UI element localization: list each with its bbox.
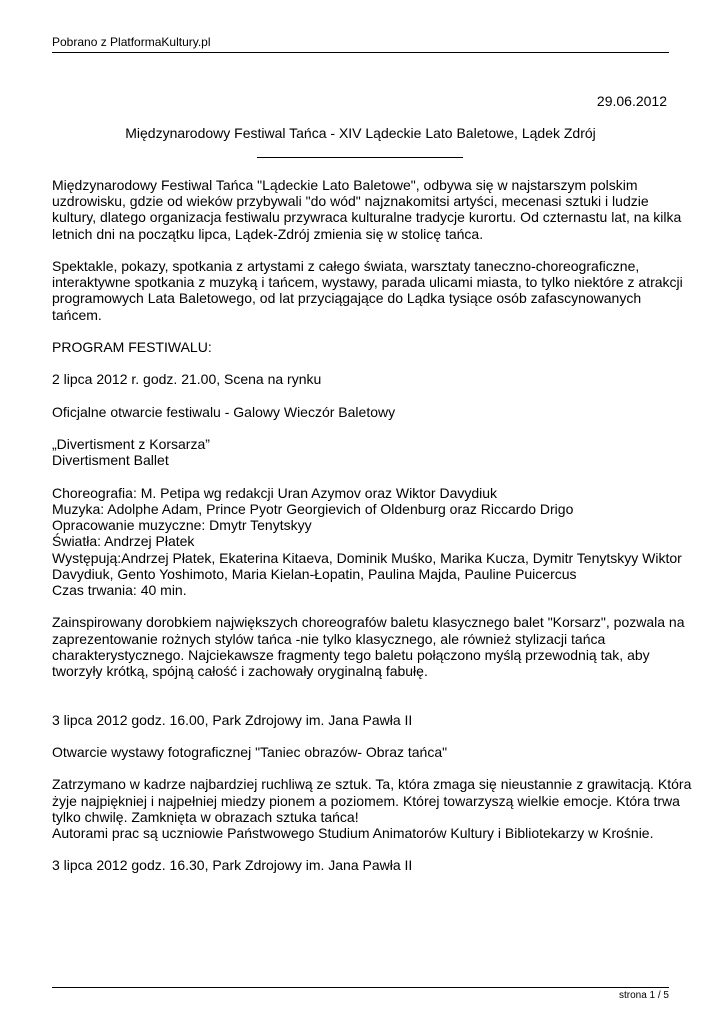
paragraph xyxy=(52,339,672,355)
paragraph xyxy=(52,404,672,420)
paragraph-line: charakterystycznego. Najciekawsze fragmenty tego baletu połączono myślą przewodnią tak, aby xyxy=(52,646,650,663)
header-divider xyxy=(52,52,669,53)
paragraph-line: Otwarcie wystawy fotograficznej "Taniec obrazów- Obraz tańca" xyxy=(52,743,448,760)
paragraph-line: Divertisment Ballet xyxy=(52,452,169,469)
document-body xyxy=(52,177,692,890)
paragraph-line: uzdrowisku, gdzie od wieków przybywali "do wód" najznakomitsi artyści, mecenasi sztuki i ludzie xyxy=(52,193,649,210)
paragraph-line: zaprezentowanie rożnych stylów tańca -nie tylko klasycznego, ale również stylizacji tańca xyxy=(52,630,606,647)
paragraph-line: tylko chwilę. Zamknięta w obrazach sztuka tańca! xyxy=(52,808,359,825)
paragraph xyxy=(52,436,672,468)
paragraph-line: 3 lipca 2012 godz. 16.30, Park Zdrojowy im. Jana Pawła II xyxy=(52,857,413,874)
paragraph-line: programowych Lata Baletowego, od lat przyciągające do Lądka tysiące osób zafascynowanych xyxy=(52,290,642,307)
page-number: strona 1 / 5 xyxy=(618,990,669,1001)
paragraph xyxy=(52,857,672,873)
paragraph-line: 2 lipca 2012 r. godz. 21.00, Scena na rynku xyxy=(52,371,322,388)
paragraph-line: Spektakle, pokazy, spotkania z artystami z całego świata, warsztaty taneczno-choreograficzne, xyxy=(52,258,640,274)
paragraph-line: Oficjalne otwarcie festiwalu - Galowy Wieczór Baletowy xyxy=(52,403,396,420)
paragraph-line: PROGRAM FESTIWALU: xyxy=(52,339,212,355)
footer-divider xyxy=(52,987,669,988)
paragraph xyxy=(52,371,672,387)
paragraph-line: Autorami prac są uczniowie Państwowego Studium Animatorów Kultury i Bibliotekarzy w Krośnie. xyxy=(52,824,654,841)
paragraph-line: Występują:Andrzej Płatek, Ekaterina Kitaeva, Dominik Muśko, Marika Kucza, Dymitr Tenytskyy Wiktor xyxy=(52,549,682,566)
paragraph-line: letnich dni na początku lipca, Lądek-Zdrój zmienia się w stolicę tańca. xyxy=(52,225,484,242)
paragraph-line: tworzyły krótką, spójną całość i zachowały oryginalną fabułę. xyxy=(52,662,428,679)
paragraph-line: żyje najpiękniej i najpełniej miedzy pionem a poziomem. Której towarzyszą wielkie emocje. Która trwa xyxy=(52,792,680,809)
paragraph-line: tańcem. xyxy=(52,306,102,323)
paragraph xyxy=(52,614,685,679)
paragraph-line: Zainspirowany dorobkiem największych choreografów baletu klasycznego balet "Korsarz", pozwala na xyxy=(52,614,685,631)
paragraph-line: Międzynarodowy Festiwal Tańca "Lądeckie Lato Baletowe", odbywa się w najstarszym polskim xyxy=(52,177,638,193)
title-underline xyxy=(257,157,463,158)
paragraph-line: 3 lipca 2012 godz. 16.00, Park Zdrojowy im. Jana Pawła II xyxy=(52,711,413,728)
paragraph-line: Opracowanie muzyczne: Dmytr Tenytskyy xyxy=(52,517,312,534)
document-title: Międzynarodowy Festiwal Tańca - XIV Lądeckie Lato Baletowe, Lądek Zdrój xyxy=(125,125,596,141)
paragraph-line: „Divertisment z Korsarza” xyxy=(52,436,210,453)
paragraph-line: Czas trwania: 40 min. xyxy=(52,581,187,598)
blank-paragraph xyxy=(52,695,672,711)
paragraph xyxy=(52,258,683,323)
paragraph xyxy=(52,712,672,728)
paragraph-line: Zatrzymano w kadrze najbardziej ruchliwą ze sztuk. Ta, która zmaga się nieustannie z grawitacją. Która xyxy=(52,776,692,793)
paragraph-line: Światła: Andrzej Płatek xyxy=(52,533,195,550)
paragraph xyxy=(52,177,682,242)
paragraph-line: interaktywne spotkania z muzyką i tańcem, wystawy, parada ulicami miasta, to tylko niektóre z atrakcji xyxy=(52,274,683,291)
document-date: 29.06.2012 xyxy=(596,93,667,109)
paragraph xyxy=(52,484,682,598)
paragraph-line: Muzyka: Adolphe Adam, Prince Pyotr Georgievich of Oldenburg oraz Riccardo Drigo xyxy=(52,500,574,517)
paragraph xyxy=(52,744,672,760)
paragraph-line: Choreografia: M. Petipa wg redakcji Uran Azymov oraz Wiktor Davydiuk xyxy=(52,484,498,501)
paragraph-line: kultury, dlatego organizacja festiwalu przywraca kulturalne tradycje kurortu. Od czternastu lat, na kilka xyxy=(52,209,682,226)
page-header-source: Pobrano z PlatformaKultury.pl xyxy=(52,35,211,49)
paragraph xyxy=(52,776,692,841)
paragraph-line: Davydiuk, Gento Yoshimoto, Maria Kielan-Łopatin, Paulina Majda, Pauline Puicercus xyxy=(52,565,577,582)
